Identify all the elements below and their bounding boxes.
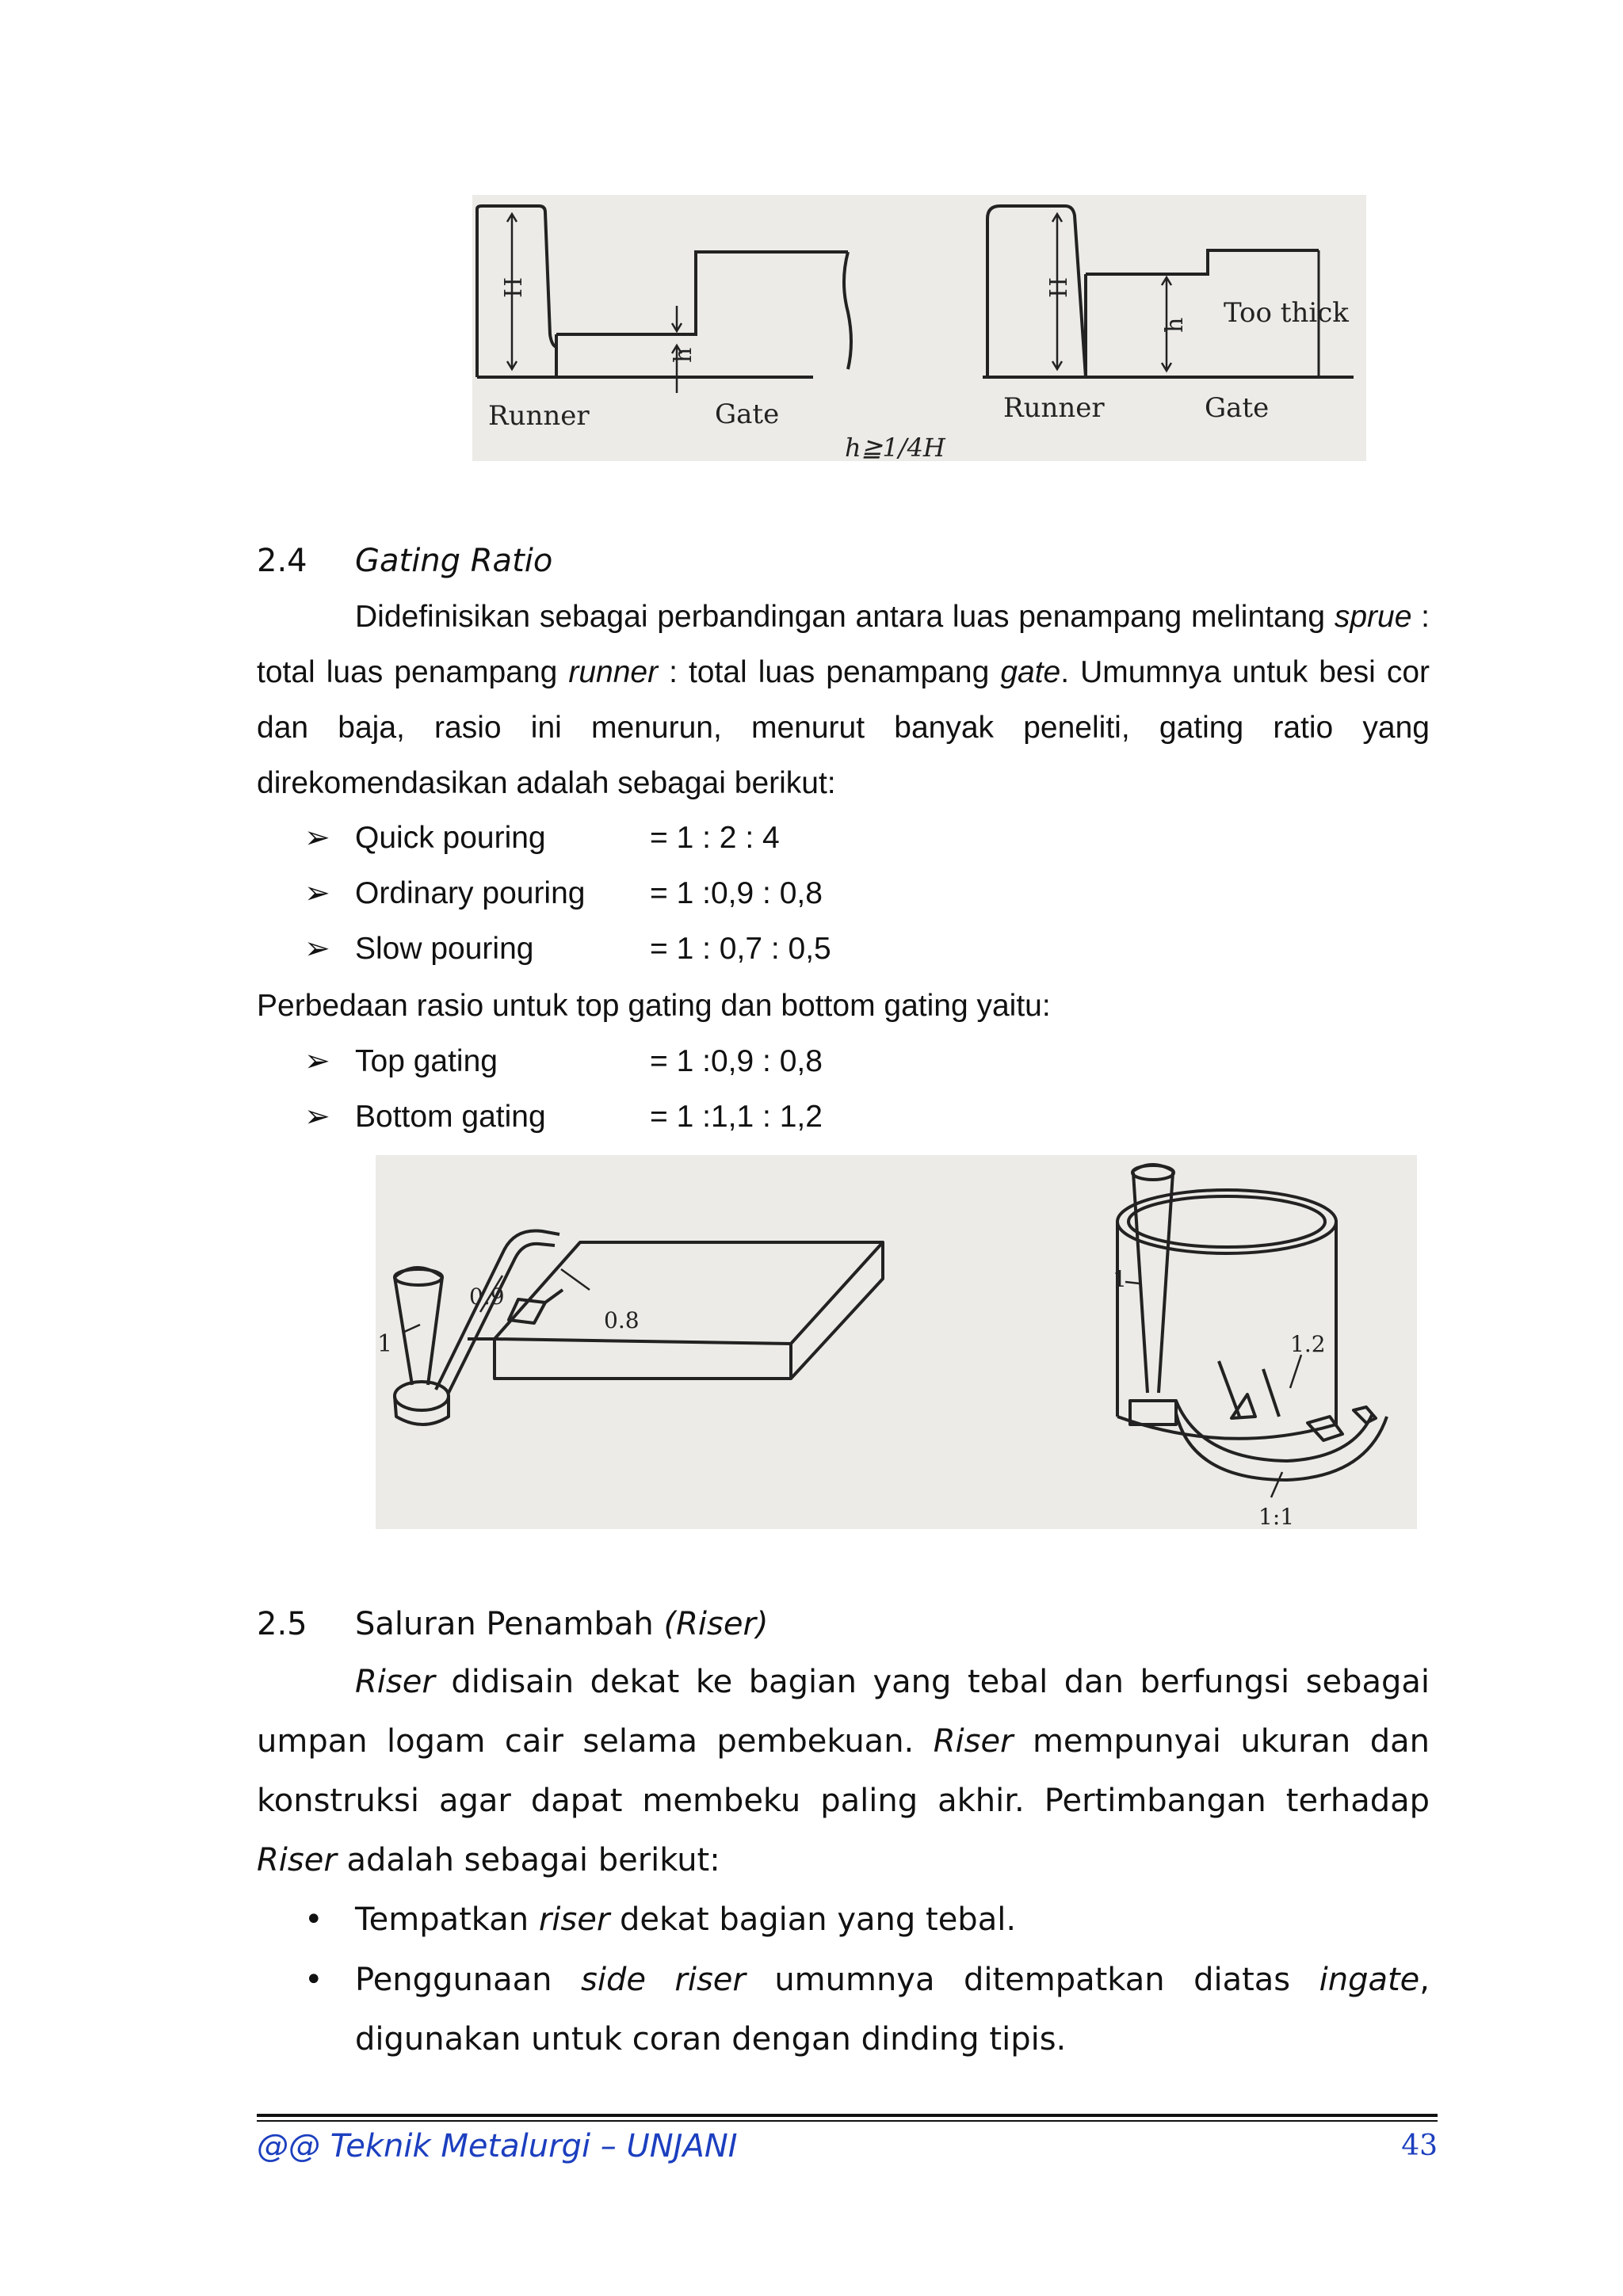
arrow-bullet-icon: ➢ bbox=[304, 932, 330, 966]
section-2-5-heading bbox=[257, 1605, 970, 1643]
label-0-8: 0.8 bbox=[604, 1307, 640, 1333]
arrow-bullet-icon: ➢ bbox=[304, 821, 330, 855]
section-2-4-heading bbox=[257, 542, 732, 580]
label-0-9: 0.9 bbox=[469, 1283, 505, 1310]
label-runner-left: Runner bbox=[488, 400, 590, 432]
label-runner-right: Runner bbox=[1003, 392, 1105, 424]
label-h-right: h bbox=[1161, 317, 1189, 333]
plate-top-face bbox=[495, 1242, 883, 1344]
footer-title: @@ Teknik Metalurgi – UNJANI bbox=[257, 2128, 738, 2164]
cylinder-top bbox=[1117, 1190, 1336, 1253]
page-number: 43 bbox=[1401, 2130, 1438, 2162]
arrow-bullet-icon: ➢ bbox=[304, 1100, 330, 1134]
label-1-2: 1.2 bbox=[1290, 1331, 1326, 1357]
right-gate-outline bbox=[1086, 250, 1319, 274]
label-1-right: 1 bbox=[1113, 1266, 1127, 1292]
label-gate-left: Gate bbox=[715, 399, 780, 430]
label-h-left: h bbox=[670, 347, 697, 363]
figure-runner-gate bbox=[472, 195, 1366, 461]
bullet-dot-icon: • bbox=[304, 1962, 323, 1998]
section-title: Saluran Penambah (Riser) bbox=[355, 1606, 769, 1642]
figure-top-bottom-gating bbox=[376, 1155, 1417, 1529]
section-number: 2.5 bbox=[257, 1606, 307, 1642]
left-gate-outline bbox=[556, 252, 848, 334]
gating-diff-intro: Perbedaan rasio untuk top gating dan bottom gating yaitu: bbox=[257, 989, 1051, 1023]
bullet-dot-icon: • bbox=[304, 1901, 323, 1938]
plate-front-face bbox=[495, 1339, 791, 1379]
label-gate-right: Gate bbox=[1205, 392, 1270, 424]
label-formula: h≧1/4H bbox=[845, 433, 945, 461]
label-H-right: H bbox=[1045, 277, 1073, 298]
footer-rule bbox=[257, 2114, 1438, 2117]
gating-ratio-paragraph: Didefinisikan sebagai perbandingan antara luas penampang melintang sprue : total luas penampang runner : total luas penampang gate. Umumnya untuk besi cor dan baja, rasio ini menurun, menurut banyak peneliti, gating ratio yang direkomendasikan adalah sebagai berikut: bbox=[257, 600, 1430, 800]
section-title: Gating Ratio bbox=[355, 543, 553, 579]
plate-side-face bbox=[791, 1242, 883, 1379]
arrow-bullet-icon: ➢ bbox=[304, 1044, 330, 1078]
riser-paragraph: Riser didisain dekat ke bagian yang tebal dan berfungsi sebagai umpan logam cair selama pembekuan. Riser mempunyai ukuran dan konstruksi agar dapat membeku paling akhir. Pertimbangan terhadap Riser adalah sebagai berikut: bbox=[257, 1664, 1430, 1878]
label-too-thick: Too thick bbox=[1224, 297, 1349, 329]
label-H-left: H bbox=[500, 277, 528, 298]
runner-gate-diagram bbox=[472, 195, 1366, 461]
arrow-bullet-icon: ➢ bbox=[304, 876, 330, 910]
label-1-left: 1 bbox=[377, 1330, 393, 1358]
section-number: 2.4 bbox=[257, 543, 307, 579]
gating-sketch bbox=[376, 1155, 1417, 1529]
footer-rule bbox=[257, 2120, 1438, 2122]
label-1-1: 1:1 bbox=[1258, 1504, 1295, 1529]
